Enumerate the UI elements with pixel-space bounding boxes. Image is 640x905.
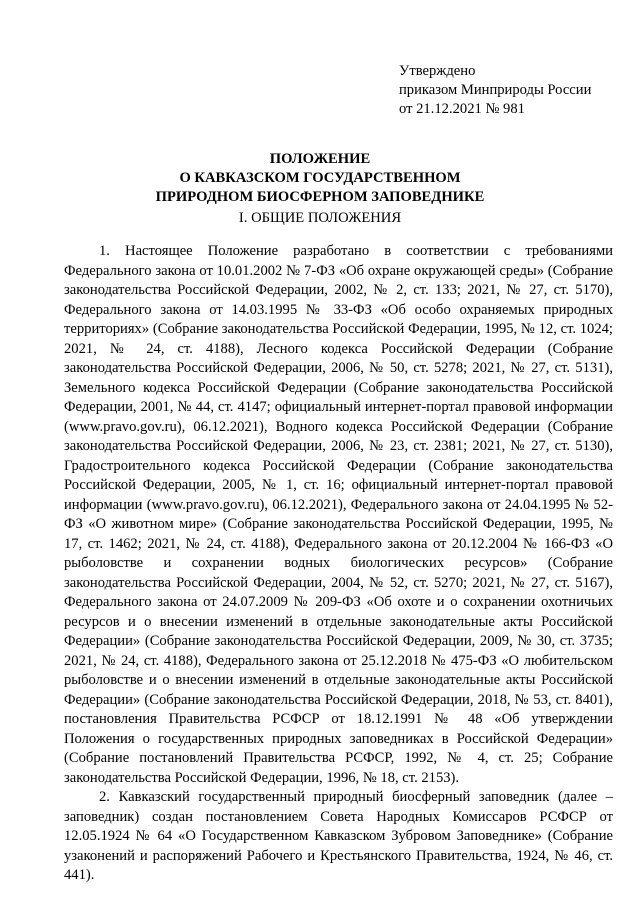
section-heading: I. ОБЩИЕ ПОЛОЖЕНИЯ xyxy=(238,210,402,226)
paragraph-2: 2. Кавказский государственный природный биосферный заповедник (далее – заповедник) создан постановлением Совета Народных Комиссаров РСФСР от 12.05.1924 № 64 «О Государственном Кавказском Зубровом Заповеднике» (Собрание узаконений и распоряжений Рабочего и Крестьянского Правительства, 1924, № 46, ст. 441). xyxy=(64,789,613,883)
approval-line-date: от 21.12.2021 № 981 xyxy=(399,101,525,117)
approval-line-approved: Утверждено xyxy=(399,63,476,79)
approval-line-order: приказом Минприроды России xyxy=(399,82,592,98)
approval-block xyxy=(399,62,591,119)
title-line-3: ПРИРОДНОМ БИОСФЕРНОМ ЗАПОВЕДНИКЕ xyxy=(155,189,485,205)
title-line-2: О КАВКАЗСКОМ ГОСУДАРСТВЕННОМ xyxy=(179,170,461,186)
document-body xyxy=(64,242,613,886)
document-title xyxy=(0,150,640,207)
title-line-1: ПОЛОЖЕНИЕ xyxy=(269,151,371,167)
paragraph-1: 1. Настоящее Положение разработано в соответствии с требованиями Федерального закона от 10.01.2002 № 7-ФЗ «Об охране окружающей среды» (Собрание законодательства Российской Федерации, 2002, № 2, ст. 133; 2021, № 27, ст. 5170), Федерального закона от 14.03.1995 № 33-ФЗ «Об особо охраняемых природных территориях» (Собрание законодательства Российской Федерации, 1995, № 12, ст. 1024; 2021, № 24, ст. 4188), Лесного кодекса Российской Федерации (Собрание законодательства Российской Федерации, 2006, № 50, ст. 5278; 2021, № 27, ст. 5131), Земельного кодекса Российской Федерации (Собрание законодательства Российской Федерации, 2001, № 44, ст. 4147; официальный интернет-портал правовой информации (www.pravo.gov.ru), 06.12.2021), Водного кодекса Российской Федерации (Собрание законодательства Российской Федерации, 2006, № 23, ст. 2381; 2021, № 27, ст. 5130), Градостроительного кодекса Российской Федерации (Собрание законодательства Российской Федерации, 2005, № 1, ст. 16; официальный интернет-портал правовой информации (www.pravo.gov.ru), 06.12.2021), Федерального закона от 24.04.1995 № 52-ФЗ «О животном мире» (Собрание законодательства Российской Федерации, 1995, № 17, ст. 1462; 2021, № 24, ст. 4188), Федерального закона от 20.12.2004 № 166-ФЗ «О рыболовстве и сохранении водных биологических ресурсов» (Собрание законодательства Российской Федерации, 2004, № 52, ст. 5270; 2021, № 27, ст. 5167), Федерального закона от 24.07.2009 № 209-ФЗ «Об охоте и о сохранении охотничьих ресурсов и о внесении изменений в отдельные законодательные акты Российской Федерации» (Собрание законодательства Российской Федерации, 2009, № 30, ст. 3735; 2021, № 24, ст. 4188), Федерального закона от 25.12.2018 № 475-ФЗ «О любительском рыболовстве и о внесении изменений в отдельные законодательные акты Российской Федерации» (Собрание законодательства Российской Федерации, 2018, № 53, ст. 8401), постановления Правительства РСФСР от 18.12.1991 № 48 «Об утверждении Положения о государственных природных заповедниках в Российской Федерации» (Собрание постановлений Правительства РСФСР, 1992, № 4, ст. 25; Собрание законодательства Российской Федерации, 1996, № 18, ст. 2153). xyxy=(64,243,613,786)
